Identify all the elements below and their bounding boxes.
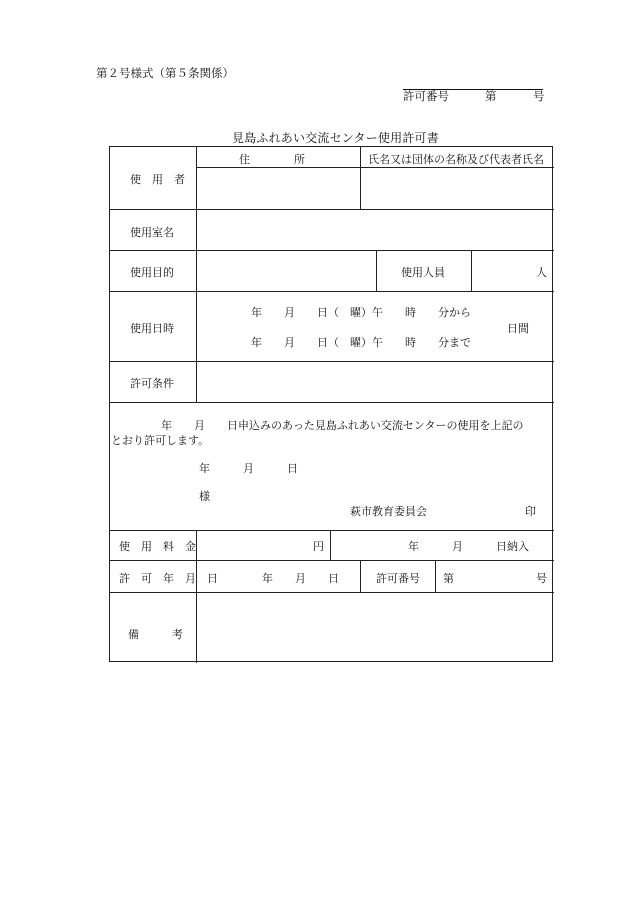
fee-paid-date: 年 月 日納入 [408, 540, 529, 553]
fee-label: 使 用 料 金 [119, 540, 196, 553]
fee-yen: 円 [313, 540, 324, 553]
statement-line-1: 年 月 日申込みのあった見島ふれあい交流センターの使用を上記の [161, 419, 524, 432]
col-divider [196, 147, 197, 402]
permit-number-go-row: 号 [536, 572, 547, 585]
permit-date-label: 許 可 年 月 日 [119, 572, 218, 585]
row-divider [110, 560, 554, 561]
room-label: 使用室名 [130, 226, 174, 239]
permit-date-value: 年 月 日 [262, 572, 339, 585]
permit-form-table [109, 146, 553, 662]
conditions-label: 許可条件 [130, 377, 174, 390]
statement-sama: 様 [199, 490, 210, 503]
datetime-from: 年 月 日（ 曜）午 時 分から [251, 306, 471, 319]
days-label: 日間 [507, 322, 529, 335]
seal-mark: 印 [525, 505, 536, 518]
datetime-to: 年 月 日（ 曜）午 時 分まで [251, 336, 471, 349]
col-divider [471, 250, 472, 291]
row-divider [110, 592, 554, 593]
col-divider [330, 530, 331, 560]
col-divider [360, 560, 361, 592]
statement-date: 年 月 日 [199, 462, 298, 475]
row-divider [110, 291, 554, 292]
name-header: 氏名又は団体の名称及び代表者氏名 [368, 153, 544, 166]
col-divider [196, 530, 197, 663]
row-divider [110, 530, 554, 531]
issuer-name: 萩市教育委員会 [350, 505, 427, 518]
datetime-label: 使用日時 [130, 322, 174, 335]
row-divider [110, 209, 554, 210]
permit-number-label-row: 許可番号 [376, 572, 420, 585]
document-title: 見島ふれあい交流センター使用許可書 [232, 131, 439, 145]
remarks-label: 備 考 [128, 628, 183, 641]
user-label: 使 用 者 [130, 173, 185, 186]
address-header: 住 所 [239, 153, 305, 166]
people-label: 使用人員 [401, 266, 445, 279]
form-code: 第２号様式（第５条関係） [96, 66, 234, 80]
statement-line-2: とおり許可します。 [111, 434, 210, 447]
permit-number-label: 許可番号 [403, 89, 449, 103]
col-divider [435, 560, 436, 592]
permit-number-go: 号 [533, 89, 545, 103]
row-divider [110, 250, 554, 251]
row-divider [197, 167, 554, 168]
people-unit: 人 [536, 266, 547, 279]
col-divider [360, 147, 361, 209]
purpose-label: 使用目的 [130, 266, 174, 279]
row-divider [110, 361, 554, 362]
permit-number-dai-row: 第 [443, 572, 454, 585]
permit-number-dai: 第 [485, 89, 497, 103]
row-divider [110, 402, 554, 403]
col-divider [376, 250, 377, 291]
permit-number-line [403, 88, 545, 103]
